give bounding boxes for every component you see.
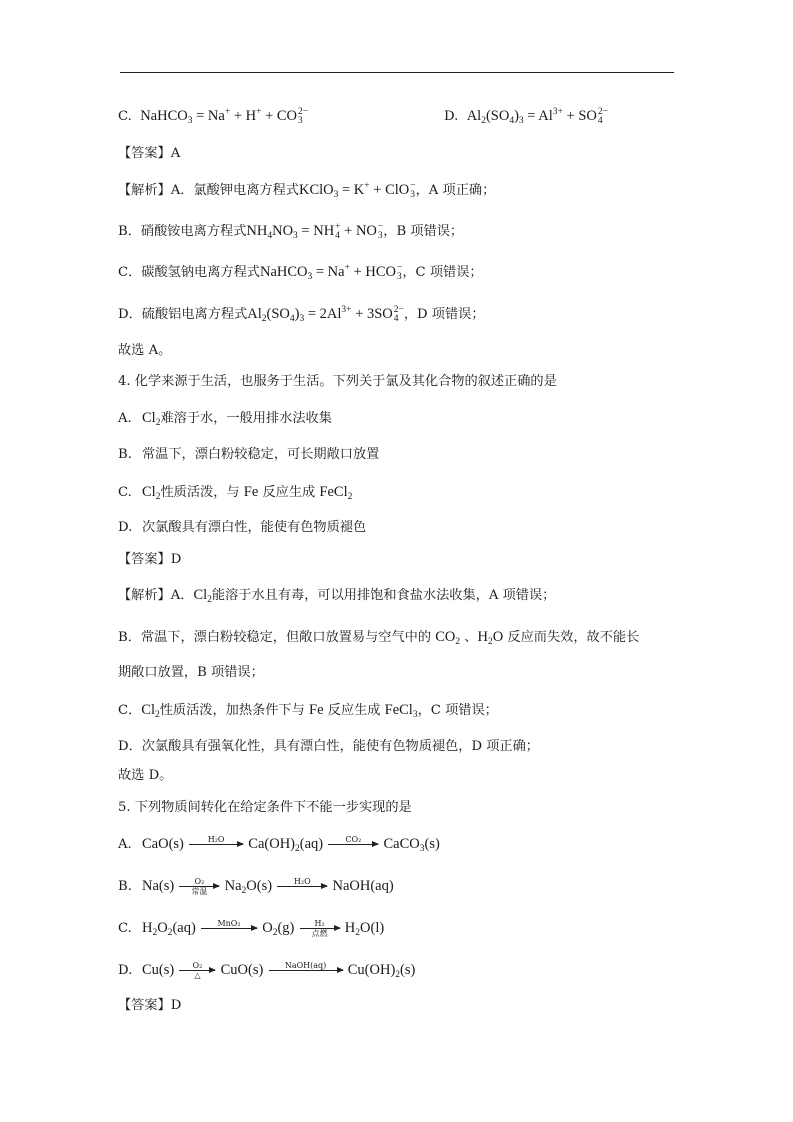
answer-5: 【答案】D [118,998,182,1013]
explanation-3-a: 【解析】A．氯酸钾电离方程式KClO$_3$ = K+ + ClO − 3 ，A 项正确； [118,180,496,200]
explanation-3-c: C．碳酸氢钠电离方程式NaHCO$_3$ = Na+ + HCO − 3 ，C 项错误； [118,262,483,282]
option-c-previous: C. NaHCO$_3$ = Na+ + H+ + CO 2− 3 [118,106,309,126]
reaction-arrow: MnO₂ [201,919,257,938]
explanation-4-a: 【解析】A．$Cl_2$能溶于水且有毒，可以用排饱和食盐水法收集，A 项错误； [118,587,556,605]
reaction-arrow: H₂O [189,835,243,854]
explanation-3-d: D．硫酸铝电离方程式$Al_2(SO_4)_3 = 2Al^{3+} + 3SO$ 2− 4 ，D 项错误； [118,304,485,324]
reaction-arrow: O₂ 常温 [179,877,219,896]
question-5-option-d: D. Cu(s) O₂ △ CuO(s) NaOH(aq) $Cu(OH)_2(s)$ [118,961,416,980]
explanation-4-b: B．常温下，漂白粉较稳定，但敞口放置易与空气中的 $CO_2$ 、$H_2O$ 反应而失效，故不能长 [118,629,640,647]
reaction-arrow: H₂ 点燃 [300,919,340,938]
question-5-stem: 5. 下列物质间转化在给定条件下不能一步实现的是 [118,800,412,815]
question-4-option-a: A. $Cl_2$难溶于水，一般用排水法收集 [118,410,332,428]
question-5-option-c: C. $H_2O_2(aq)$ MnO₂ $O_2(g)$ H₂ 点燃 $H_2O(l)$ [118,919,385,938]
explanation-4-c: C．$Cl_2$性质活泼，加热条件下与 Fe 反应生成 FeCl$_3$，C 项错误； [118,702,498,720]
question-4-option-d: D. 次氯酸具有漂白性，能使有色物质褪色 [118,520,367,535]
explanation-4-d: D．次氯酸具有强氧化性，具有漂白性，能使有色物质褪色，D 项正确； [118,739,539,754]
option-d-previous: D. $Al_2(SO_4)_3 = Al^{3+}$ + SO 2− 4 [444,106,608,126]
reaction-arrow: CO₂ [328,835,378,854]
answer-3: 【答案】A [118,146,181,161]
explanation-4-b-cont: 期敞口放置，B 项错误； [118,665,264,680]
explanation-3-b: B．硝酸铵电离方程式$NH_4NO_3$ = NH + 4 + NO − 3 ，B 项错误； [118,221,464,241]
reaction-arrow: H₂O [277,877,327,896]
conclusion-4: 故选 D。 [118,768,173,783]
conclusion-3: 故选 A。 [118,343,172,358]
question-4-option-c: C. $Cl_2$性质活泼，与 Fe 反应生成 FeCl$_2$ [118,484,353,502]
header-rule [120,72,674,73]
question-5-option-a: A. CaO(s) H₂O $Ca(OH)_2(aq)$ CO₂ CaCO$_3$(s) [118,835,440,854]
answer-4: 【答案】D [118,552,182,567]
question-5-option-b: B. Na(s) O₂ 常温 $Na_2O(s)$ H₂O NaOH(aq) [118,877,394,896]
reaction-arrow: O₂ △ [179,961,215,980]
question-4-stem: 4. 化学来源于生活，也服务于生活。下列关于氯及其化合物的叙述正确的是 [118,374,557,389]
question-4-option-b: B. 常温下，漂白粉较稳定，可长期敞口放置 [118,447,380,462]
reaction-arrow: NaOH(aq) [269,961,343,980]
